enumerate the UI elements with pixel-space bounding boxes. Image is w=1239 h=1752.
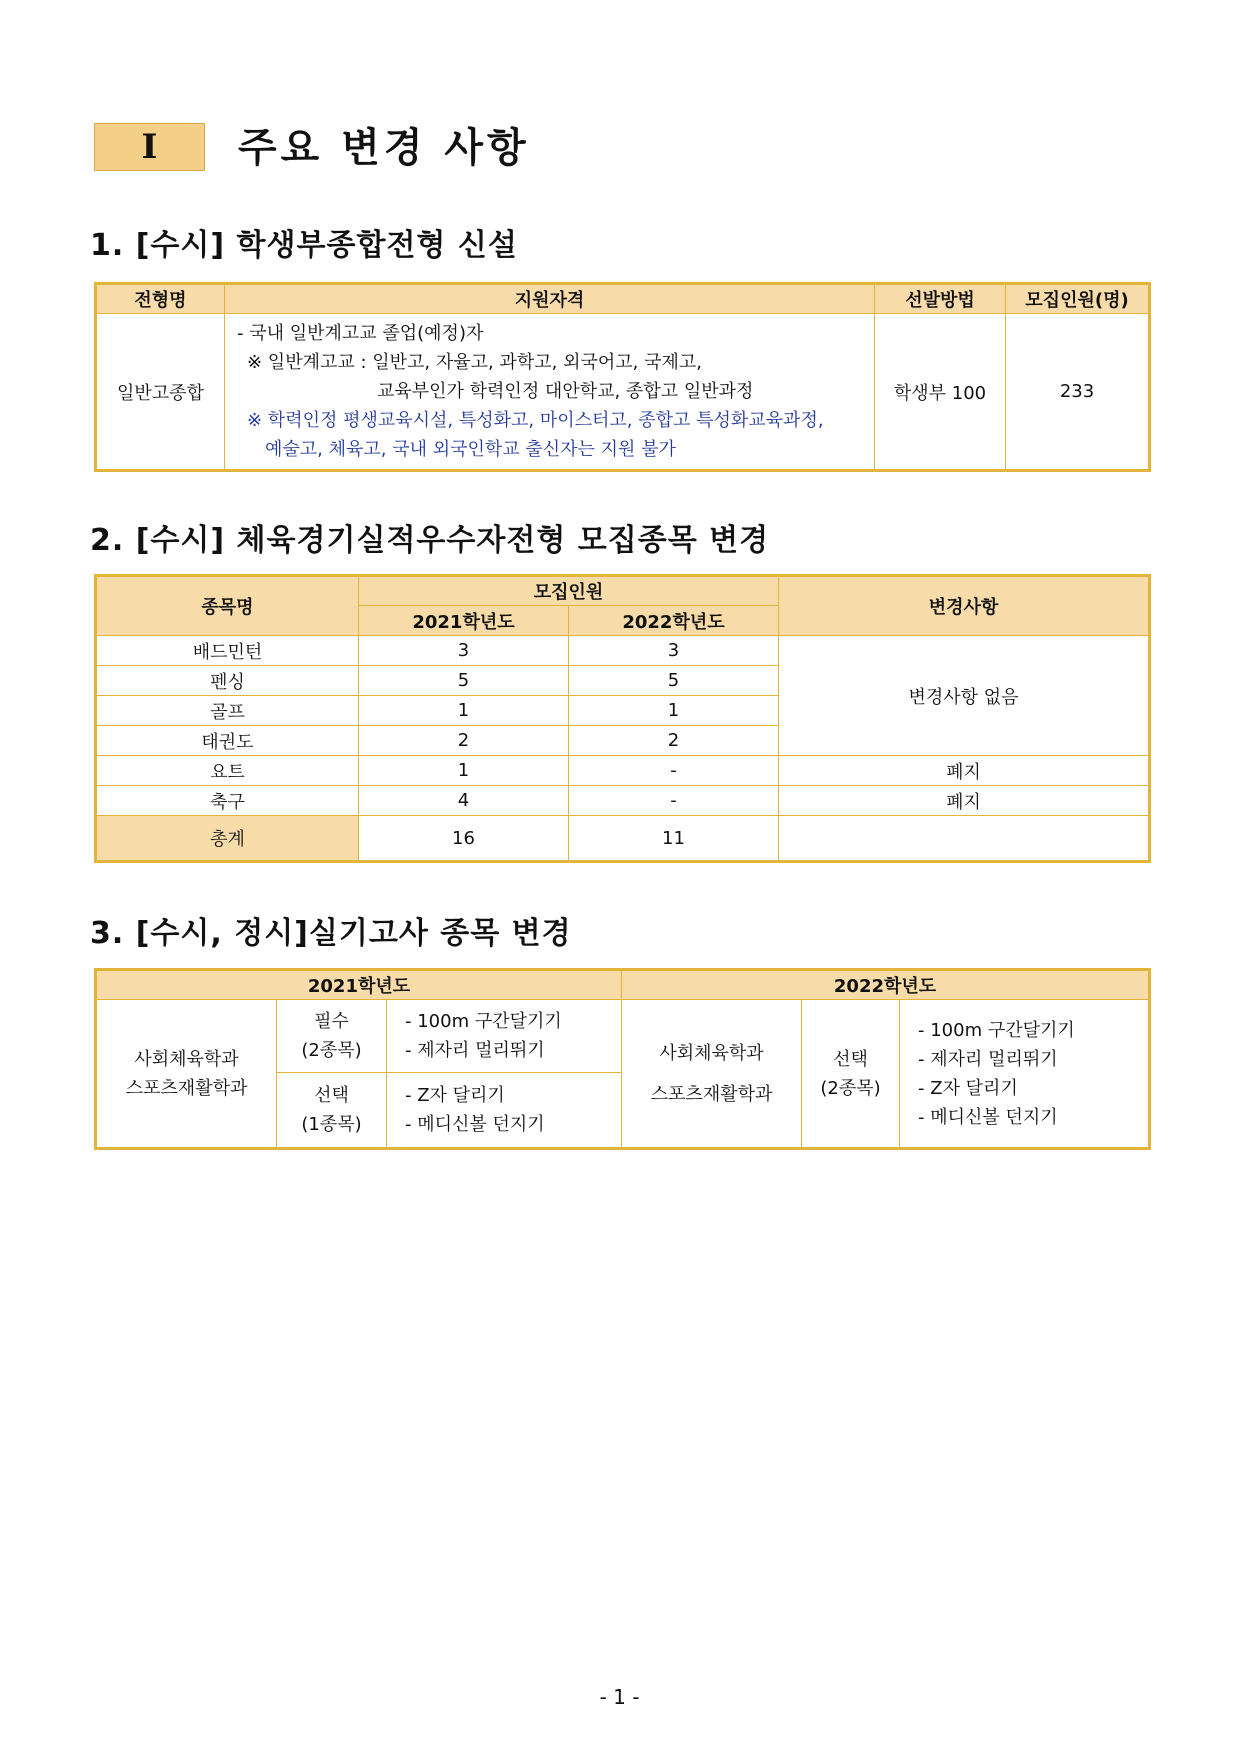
sport-name: 축구 [96,786,359,816]
list-item: - 100m 구간달기기 [918,1019,1075,1041]
required-cell [277,1000,387,1073]
required-count: (2종목) [301,1040,362,1061]
section3-heading: 3. [수시, 정시]실기고사 종목 변경 [90,916,572,951]
dept-cell-2022 [622,1000,802,1149]
header-year-2021: 2021학년도 [96,970,622,1000]
qualification-note: ※ 학력인정 평생교육시설, 특성화고, 마이스터고, 종합고 특성화교육과정, [247,410,824,431]
list-item: - 메디신볼 던지기 [405,1114,545,1135]
chapter-number: Ⅰ [141,127,158,167]
list-item: - 제자리 멀리뛰기 [405,1040,545,1061]
table-header-row [96,576,1150,606]
choice-count: (2종목) [820,1077,881,1099]
sport-name: 골프 [96,696,359,726]
total-change-empty [779,816,1150,862]
dept-cell-2021 [96,1000,277,1149]
list-item: - 제자리 멀리뛰기 [918,1048,1058,1070]
count-2021: 1 [359,756,569,786]
total-2021: 16 [359,816,569,862]
dept-name: 스포츠재활학과 [650,1083,773,1105]
chapter-title: 주요 변경 사항 [238,125,530,171]
recruit-count: 233 [1006,314,1150,471]
header-cell: 선발방법 [875,284,1006,314]
table-row [96,1000,1150,1073]
count-2021: 1 [359,696,569,726]
change-abolished: 폐지 [779,756,1150,786]
choice-cell-2021 [277,1073,387,1149]
total-2022: 11 [569,816,779,862]
count-2022: 1 [569,696,779,726]
count-2022: 5 [569,666,779,696]
header-year-2022: 2022학년도 [622,970,1150,1000]
required-label: 필수 [314,1011,349,1032]
header-sport: 종목명 [96,576,359,636]
header-cell: 모집인원(명) [1006,284,1150,314]
count-2022: - [569,756,779,786]
table-header-row [96,284,1150,314]
total-label: 총계 [96,816,359,862]
qualification-line: ※ 일반계고교 : 일반고, 자율고, 과학고, 외국어고, 국제고, [247,352,702,373]
header-recruit: 모집인원 [359,576,779,606]
list-item: - Z자 달리기 [918,1077,1018,1099]
sport-name: 태권도 [96,726,359,756]
list-item: - 100m 구간달기기 [405,1011,562,1032]
count-2022: 3 [569,636,779,666]
sport-name: 배드민턴 [96,636,359,666]
qualification-line: - 국내 일반계고교 졸업(예정)자 [237,323,484,344]
qualification-line: 교육부인가 학력인정 대안학교, 종합고 일반과정 [377,381,754,402]
count-2021: 4 [359,786,569,816]
sport-name: 펜싱 [96,666,359,696]
choice-cell-2022 [802,1000,900,1149]
header-cell: 지원자격 [225,284,875,314]
qualification-cell [225,314,875,471]
section1-table [94,282,1151,472]
table-header-row [96,970,1150,1000]
count-2021: 2 [359,726,569,756]
dept-name: 스포츠재활학과 [125,1077,248,1099]
sport-name: 요트 [96,756,359,786]
table-row [96,756,1150,786]
header-change: 변경사항 [779,576,1150,636]
page-number: - 1 - [599,1685,640,1709]
table-row [96,786,1150,816]
qualification-note: 예술고, 체육고, 국내 외국인학교 출신자는 지원 불가 [265,439,676,460]
total-row [96,816,1150,862]
chapter-number-box [94,123,205,171]
required-items [387,1000,622,1073]
section2-table [94,574,1151,863]
admission-name: 일반고종합 [96,314,225,471]
count-2022: - [569,786,779,816]
dept-name: 사회체육학과 [134,1048,239,1070]
count-2021: 3 [359,636,569,666]
selection-method: 학생부 100 [875,314,1006,471]
count-2022: 2 [569,726,779,756]
change-none: 변경사항 없음 [779,636,1150,756]
section1-heading: 1. [수시] 학생부종합전형 신설 [90,228,518,263]
table-row [96,314,1150,471]
choice-items-2022 [900,1000,1150,1149]
choice-label: 선택 [833,1048,868,1070]
choice-count: (1종목) [301,1114,362,1135]
header-year-2022: 2022학년도 [569,606,779,636]
choice-label: 선택 [314,1085,349,1106]
list-item: - Z자 달리기 [405,1085,505,1106]
dept-name: 사회체육학과 [659,1042,764,1064]
count-2021: 5 [359,666,569,696]
list-item: - 메디신볼 던지기 [918,1106,1058,1128]
header-year-2021: 2021학년도 [359,606,569,636]
table-row [96,636,1150,666]
change-abolished: 폐지 [779,786,1150,816]
header-cell: 전형명 [96,284,225,314]
section2-heading: 2. [수시] 체육경기실적우수자전형 모집종목 변경 [90,523,770,558]
section3-table [94,968,1151,1150]
choice-items-2021 [387,1073,622,1149]
